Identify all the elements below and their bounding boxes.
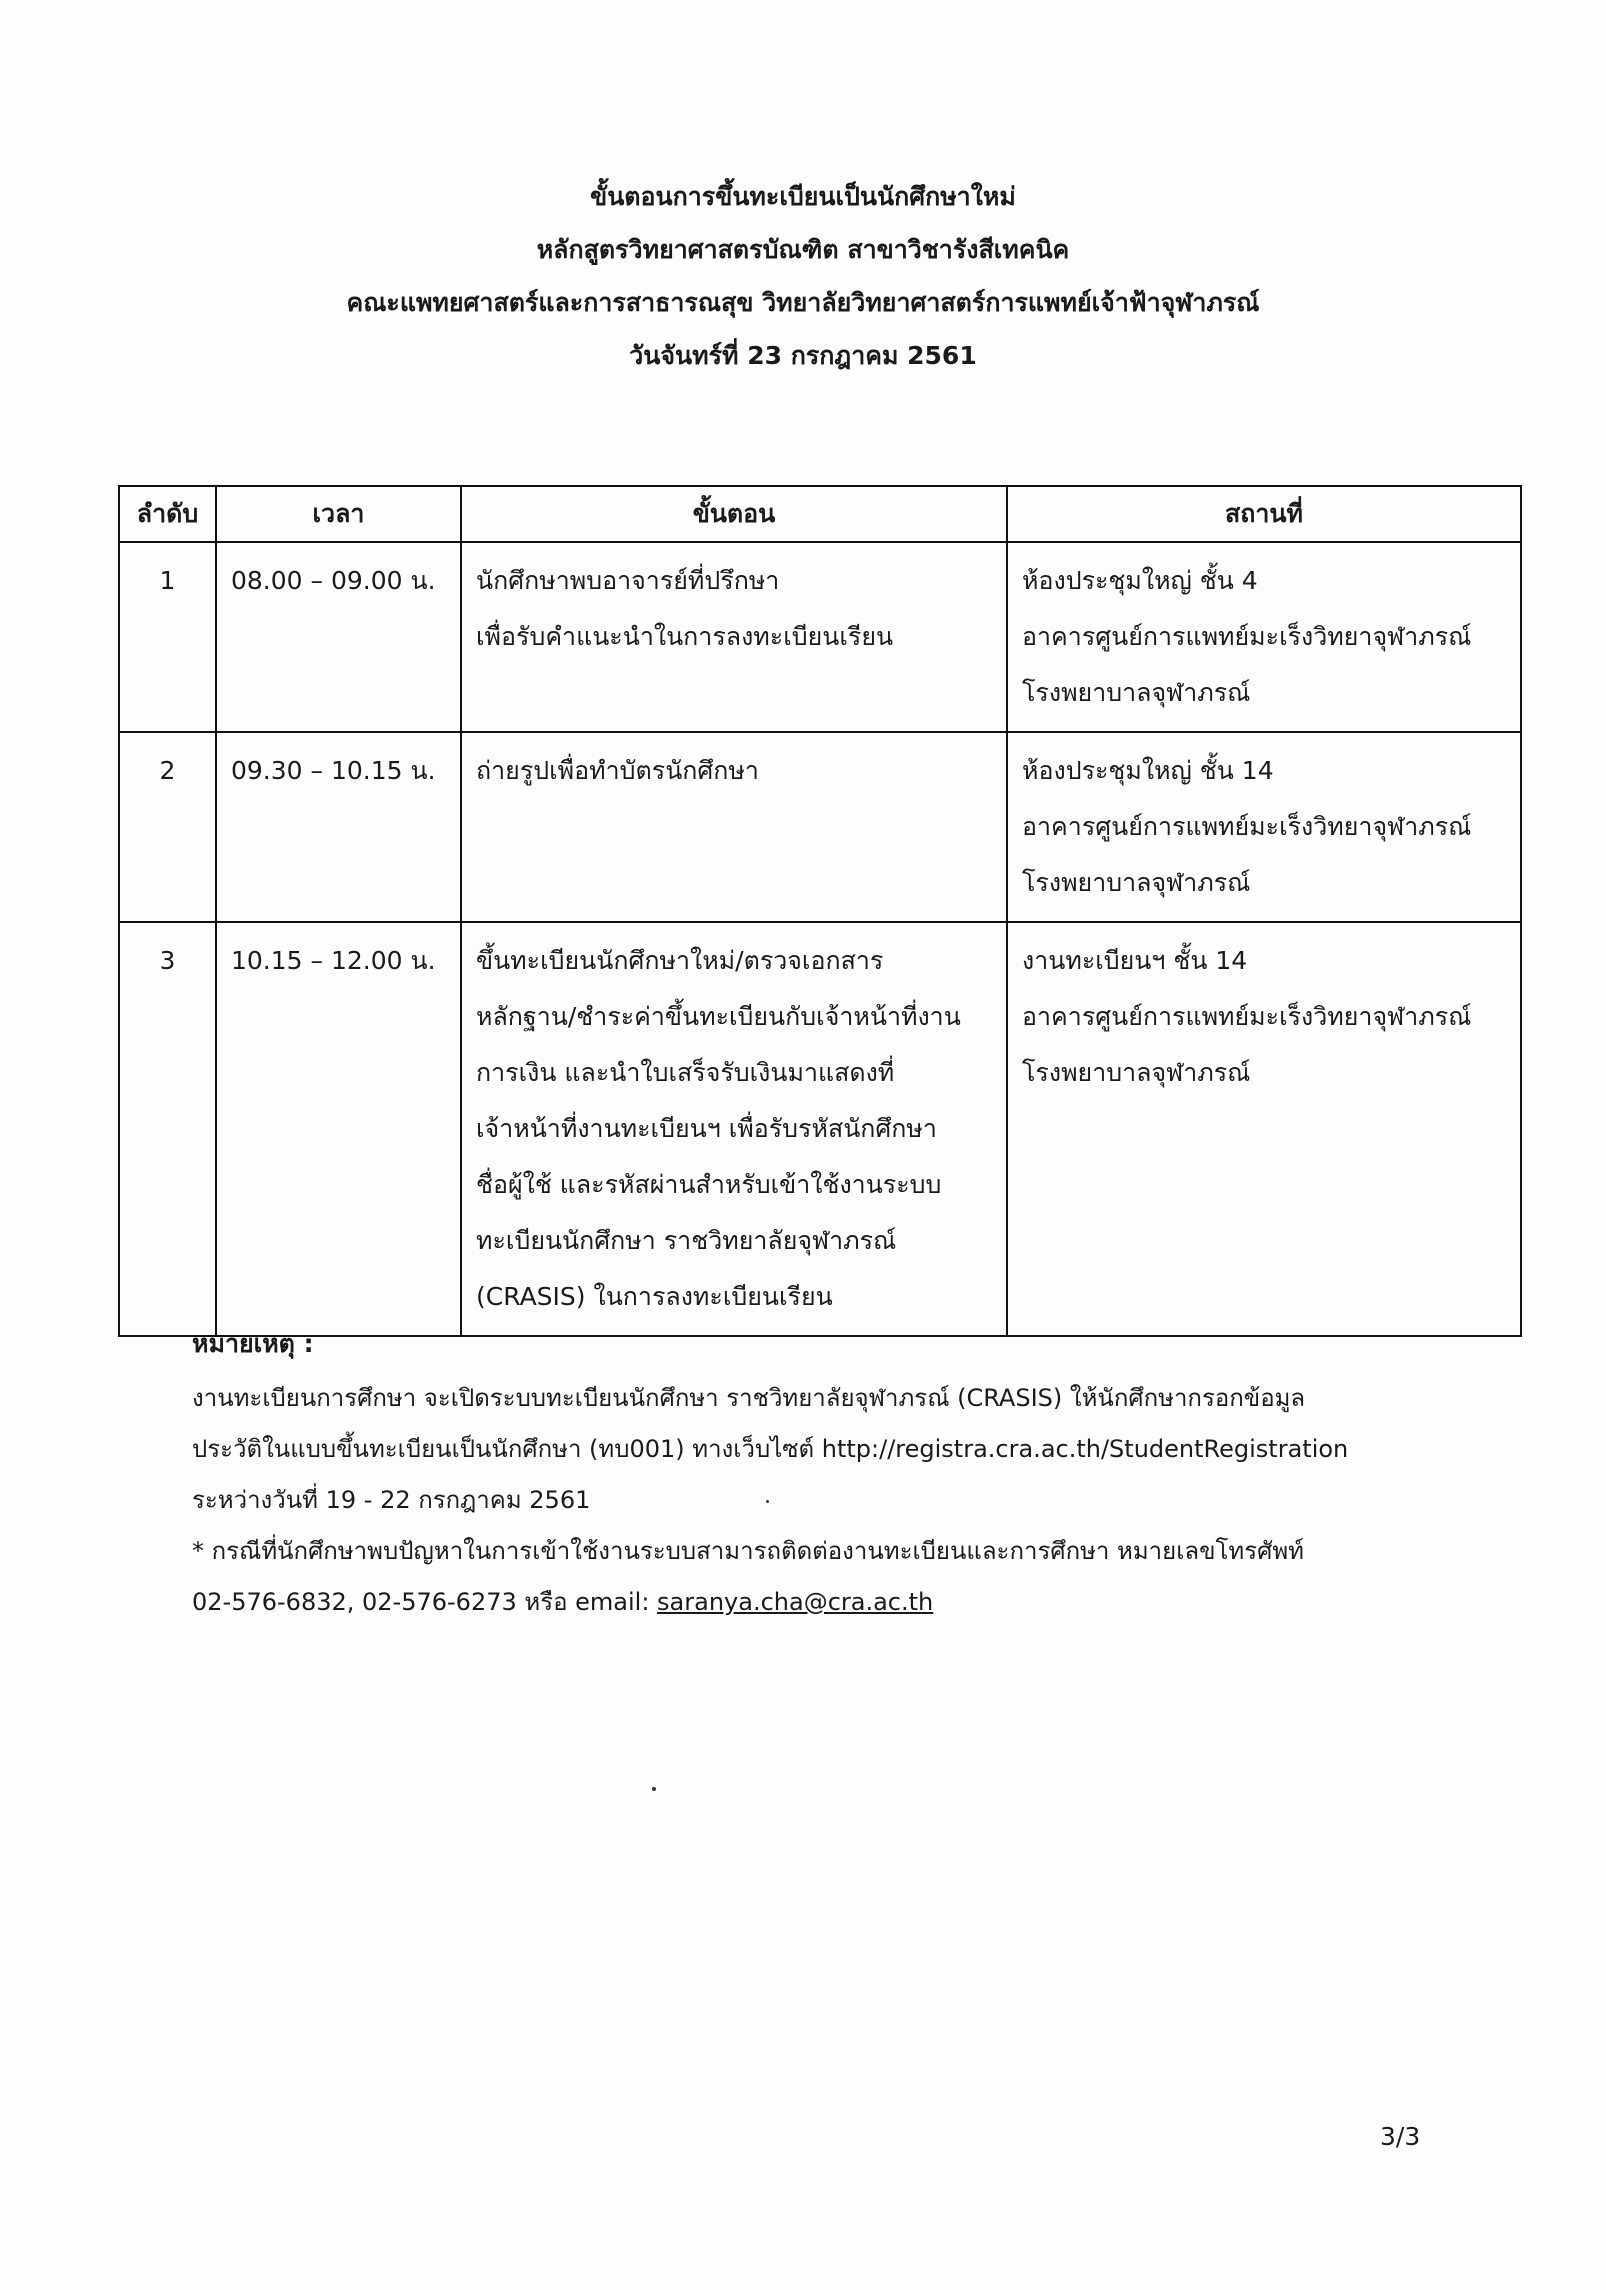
page-number: 3/3	[1380, 2122, 1421, 2151]
contact-phones: 02-576-6832, 02-576-6273 หรือ email:	[192, 1588, 658, 1616]
header-time: เวลา	[216, 486, 461, 542]
place-line: อาคารศูนย์การแพทย์มะเร็งวิทยาจุฬาภรณ์	[1022, 622, 1472, 651]
title-faculty: คณะแพทยศาสตร์และการสาธารณสุข วิทยาลัยวิทยาศาสตร์การแพทย์เจ้าฟ้าจุฬาภรณ์	[346, 288, 1260, 317]
table-row	[119, 732, 1521, 922]
contact-email-link[interactable]: saranya.cha@cra.ac.th	[657, 1588, 934, 1616]
scan-speck	[766, 1500, 769, 1503]
row-time: 09.30 – 10.15 น.	[216, 732, 461, 922]
table-row	[119, 922, 1521, 1336]
document-header	[0, 182, 1606, 394]
place-line: อาคารศูนย์การแพทย์มะเร็งวิทยาจุฬาภรณ์	[1022, 812, 1472, 841]
row-place	[1007, 732, 1521, 922]
row-time: 08.00 – 09.00 น.	[216, 542, 461, 732]
header-no: ลำดับ	[119, 486, 216, 542]
notes-contact-line	[192, 1577, 1452, 1628]
place-line: ห้องประชุมใหญ่ ชั้น 4	[1022, 566, 1258, 595]
place-line: โรงพยาบาลจุฬาภรณ์	[1022, 678, 1251, 707]
title-date: วันจันทร์ที่ 23 กรกฎาคม 2561	[629, 341, 977, 370]
step-line: นักศึกษาพบอาจารย์ที่ปรึกษา	[476, 566, 780, 595]
row-time: 10.15 – 12.00 น.	[216, 922, 461, 1336]
step-line: เจ้าหน้าที่งานทะเบียนฯ เพื่อรับรหัสนักศึกษา	[476, 1114, 937, 1143]
table-row	[119, 542, 1521, 732]
step-line: (CRASIS) ในการลงทะเบียนเรียน	[476, 1282, 833, 1311]
step-line: เพื่อรับคำแนะนำในการลงทะเบียนเรียน	[476, 622, 894, 651]
row-number: 2	[119, 732, 216, 922]
step-line: การเงิน และนำใบเสร็จรับเงินมาแสดงที่	[476, 1058, 895, 1087]
step-line: หลักฐาน/ชำระค่าขึ้นทะเบียนกับเจ้าหน้าที่งาน	[476, 1002, 961, 1031]
table-header-row	[119, 486, 1521, 542]
row-place	[1007, 922, 1521, 1336]
notes-line: งานทะเบียนการศึกษา จะเปิดระบบทะเบียนนักศึกษา ราชวิทยาลัยจุฬาภรณ์ (CRASIS) ให้นักศึกษากรอกข้อมูล	[192, 1384, 1306, 1412]
row-place	[1007, 542, 1521, 732]
row-step	[461, 542, 1007, 732]
header-place: สถานที่	[1007, 486, 1521, 542]
title-program: หลักสูตรวิทยาศาสตรบัณฑิต สาขาวิชารังสีเทคนิค	[536, 235, 1070, 264]
notes-line: ประวัติในแบบขึ้นทะเบียนเป็นนักศึกษา (ทบ001) ทางเว็บไซต์ http://registra.cra.ac.th/StudentRegistration	[192, 1435, 1349, 1463]
notes-heading: หมายเหตุ :	[192, 1329, 314, 1358]
scan-speck	[652, 1787, 656, 1791]
place-line: โรงพยาบาลจุฬาภรณ์	[1022, 1058, 1251, 1087]
row-step	[461, 732, 1007, 922]
notes-line: ระหว่างวันที่ 19 - 22 กรกฎาคม 2561	[192, 1486, 591, 1514]
place-line: งานทะเบียนฯ ชั้น 14	[1022, 946, 1248, 975]
step-line: ขึ้นทะเบียนนักศึกษาใหม่/ตรวจเอกสาร	[476, 946, 884, 975]
step-line: ถ่ายรูปเพื่อทำบัตรนักศึกษา	[476, 756, 759, 785]
title-main: ขั้นตอนการขึ้นทะเบียนเป็นนักศึกษาใหม่	[590, 182, 1016, 211]
place-line: ห้องประชุมใหญ่ ชั้น 14	[1022, 756, 1274, 785]
place-line: อาคารศูนย์การแพทย์มะเร็งวิทยาจุฬาภรณ์	[1022, 1002, 1472, 1031]
row-number: 3	[119, 922, 216, 1336]
notes-line: * กรณีที่นักศึกษาพบปัญหาในการเข้าใช้งานระบบสามารถติดต่องานทะเบียนและการศึกษา หมายเลขโทรศัพท์	[192, 1537, 1305, 1565]
header-step: ขั้นตอน	[461, 486, 1007, 542]
step-line: ทะเบียนนักศึกษา ราชวิทยาลัยจุฬาภรณ์	[476, 1226, 897, 1255]
step-line: ชื่อผู้ใช้ และรหัสผ่านสำหรับเข้าใช้งานระบบ	[476, 1170, 942, 1199]
place-line: โรงพยาบาลจุฬาภรณ์	[1022, 868, 1251, 897]
notes-section	[192, 1318, 1452, 1628]
row-number: 1	[119, 542, 216, 732]
schedule-table	[118, 485, 1522, 1337]
row-step	[461, 922, 1007, 1336]
